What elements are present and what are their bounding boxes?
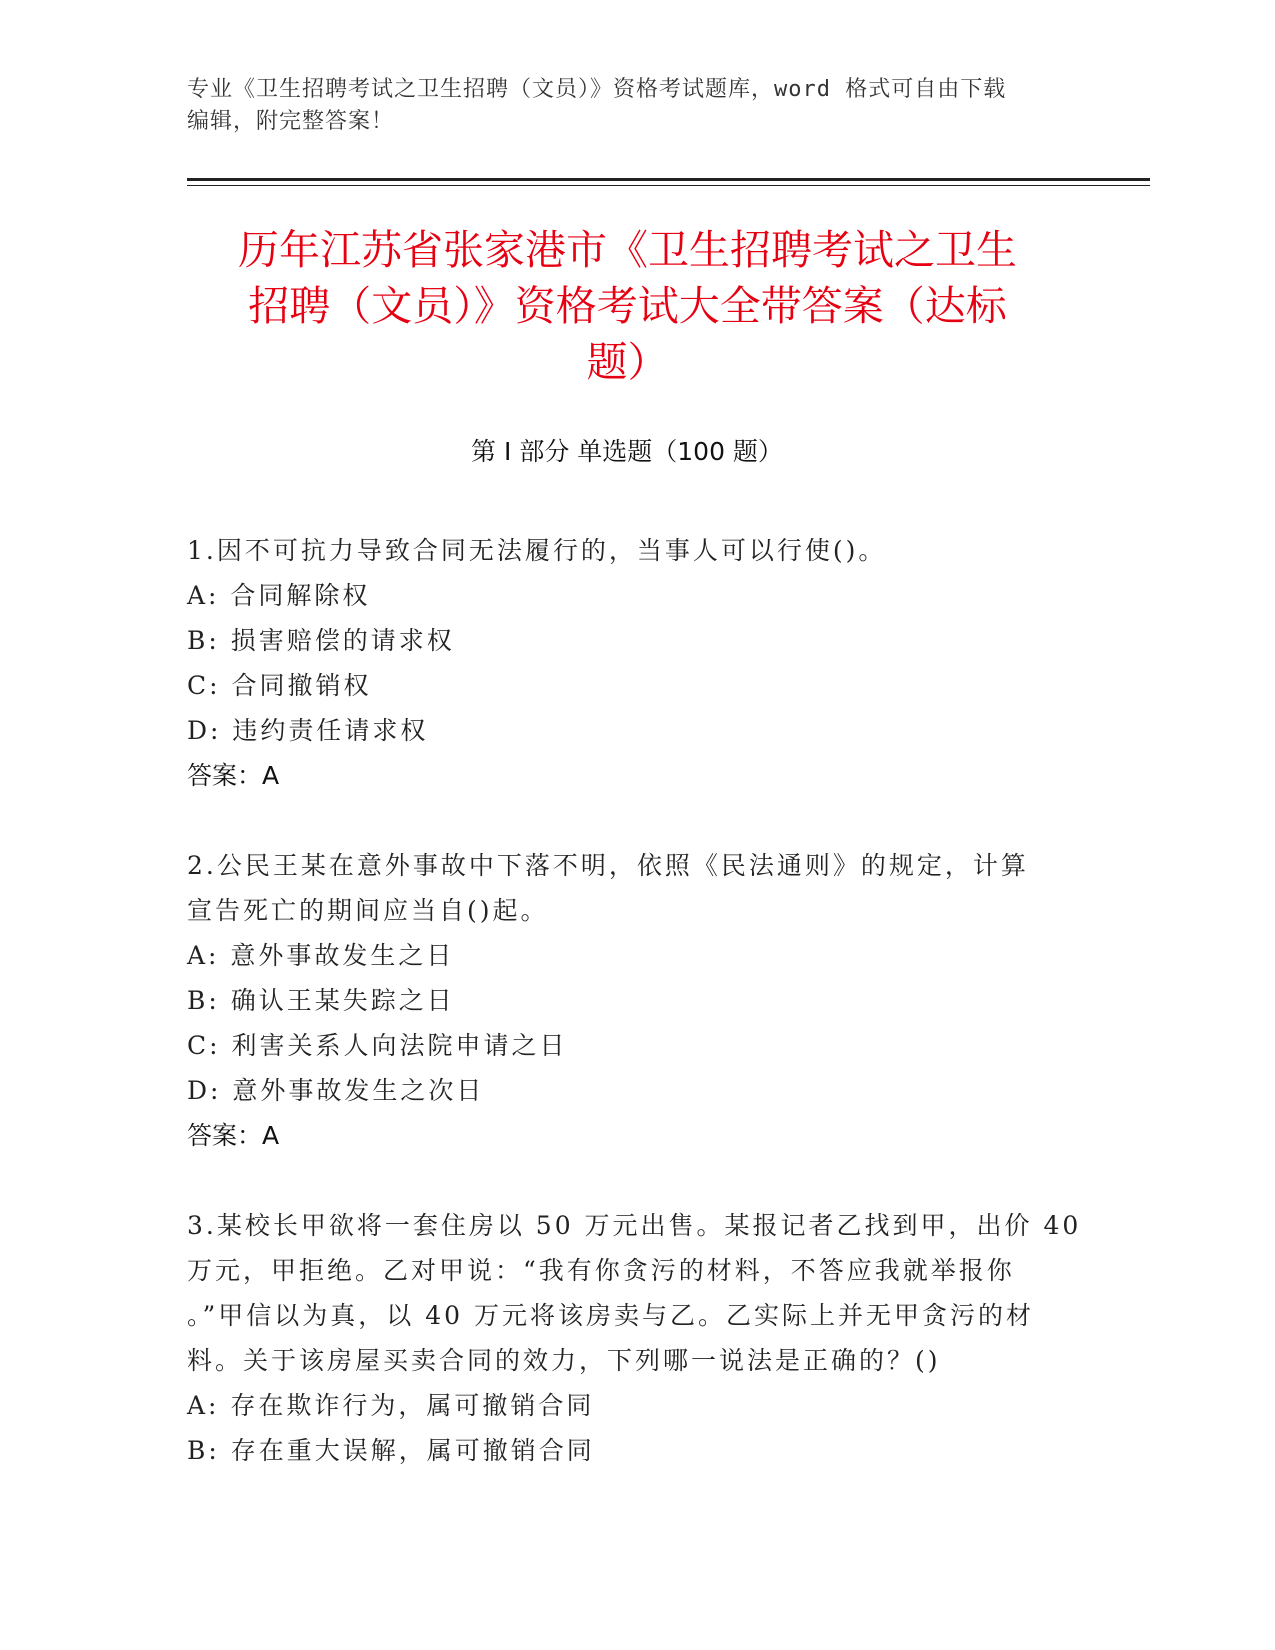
option-d: D: 意外事故发生之次日 <box>187 1076 485 1105</box>
question-stem: 2.公民王某在意外事故中下落不明，依照《民法通则》的规定，计算 <box>187 851 1029 880</box>
question-stem: 3.某校长甲欲将一套住房以 50 万元出售。某报记者乙找到甲，出价 40 <box>187 1211 1082 1240</box>
option-c: C: 利害关系人向法院申请之日 <box>187 1031 568 1060</box>
question-2 <box>187 843 1087 1158</box>
question-stem: 1.因不可抗力导致合同无法履行的，当事人可以行使()。 <box>187 536 887 565</box>
question-stem: 。”甲信以为真，以 40 万元将该房卖与乙。乙实际上并无甲贪污的材 <box>187 1301 1034 1330</box>
section-title: 第 I 部分 单选题（100 题） <box>471 437 783 466</box>
question-stem: 宣告死亡的期间应当自()起。 <box>187 896 549 925</box>
option-a: A: 存在欺诈行为，属可撤销合同 <box>187 1391 595 1420</box>
option-b: B: 损害赔偿的请求权 <box>187 626 455 655</box>
header-note-line: 专业《卫生招聘考试之卫生招聘（文员）》资格考试题库，word 格式可自由下载 <box>187 77 1007 102</box>
option-a: A: 合同解除权 <box>187 581 371 610</box>
question-stem: 料。关于该房屋买卖合同的效力，下列哪一说法是正确的？() <box>187 1346 941 1375</box>
document-title-line: 历年江苏省张家港市《卫生招聘考试之卫生 <box>238 226 1017 274</box>
answer-label: 答案：A <box>187 761 280 790</box>
header-note-line: 编辑，附完整答案！ <box>187 109 395 134</box>
document-title-line: 招聘（文员）》资格考试大全带答案（达标 <box>248 282 1007 330</box>
question-1 <box>187 528 1087 798</box>
question-list <box>187 528 1087 1518</box>
document-title-line: 题） <box>586 338 669 386</box>
header-divider-thin <box>187 185 1150 186</box>
option-b: B: 确认王某失踪之日 <box>187 986 455 1015</box>
document-title <box>160 222 1095 390</box>
header-divider-thick <box>187 178 1150 181</box>
option-c: C: 合同撤销权 <box>187 671 372 700</box>
header-note <box>187 74 1067 138</box>
option-d: D: 违约责任请求权 <box>187 716 429 745</box>
option-b: B: 存在重大误解，属可撤销合同 <box>187 1436 595 1465</box>
option-a: A: 意外事故发生之日 <box>187 941 455 970</box>
question-stem: 万元，甲拒绝。乙对甲说：“我有你贪污的材料，不答应我就举报你 <box>187 1256 1015 1285</box>
question-3 <box>187 1203 1087 1473</box>
answer-label: 答案：A <box>187 1121 280 1150</box>
